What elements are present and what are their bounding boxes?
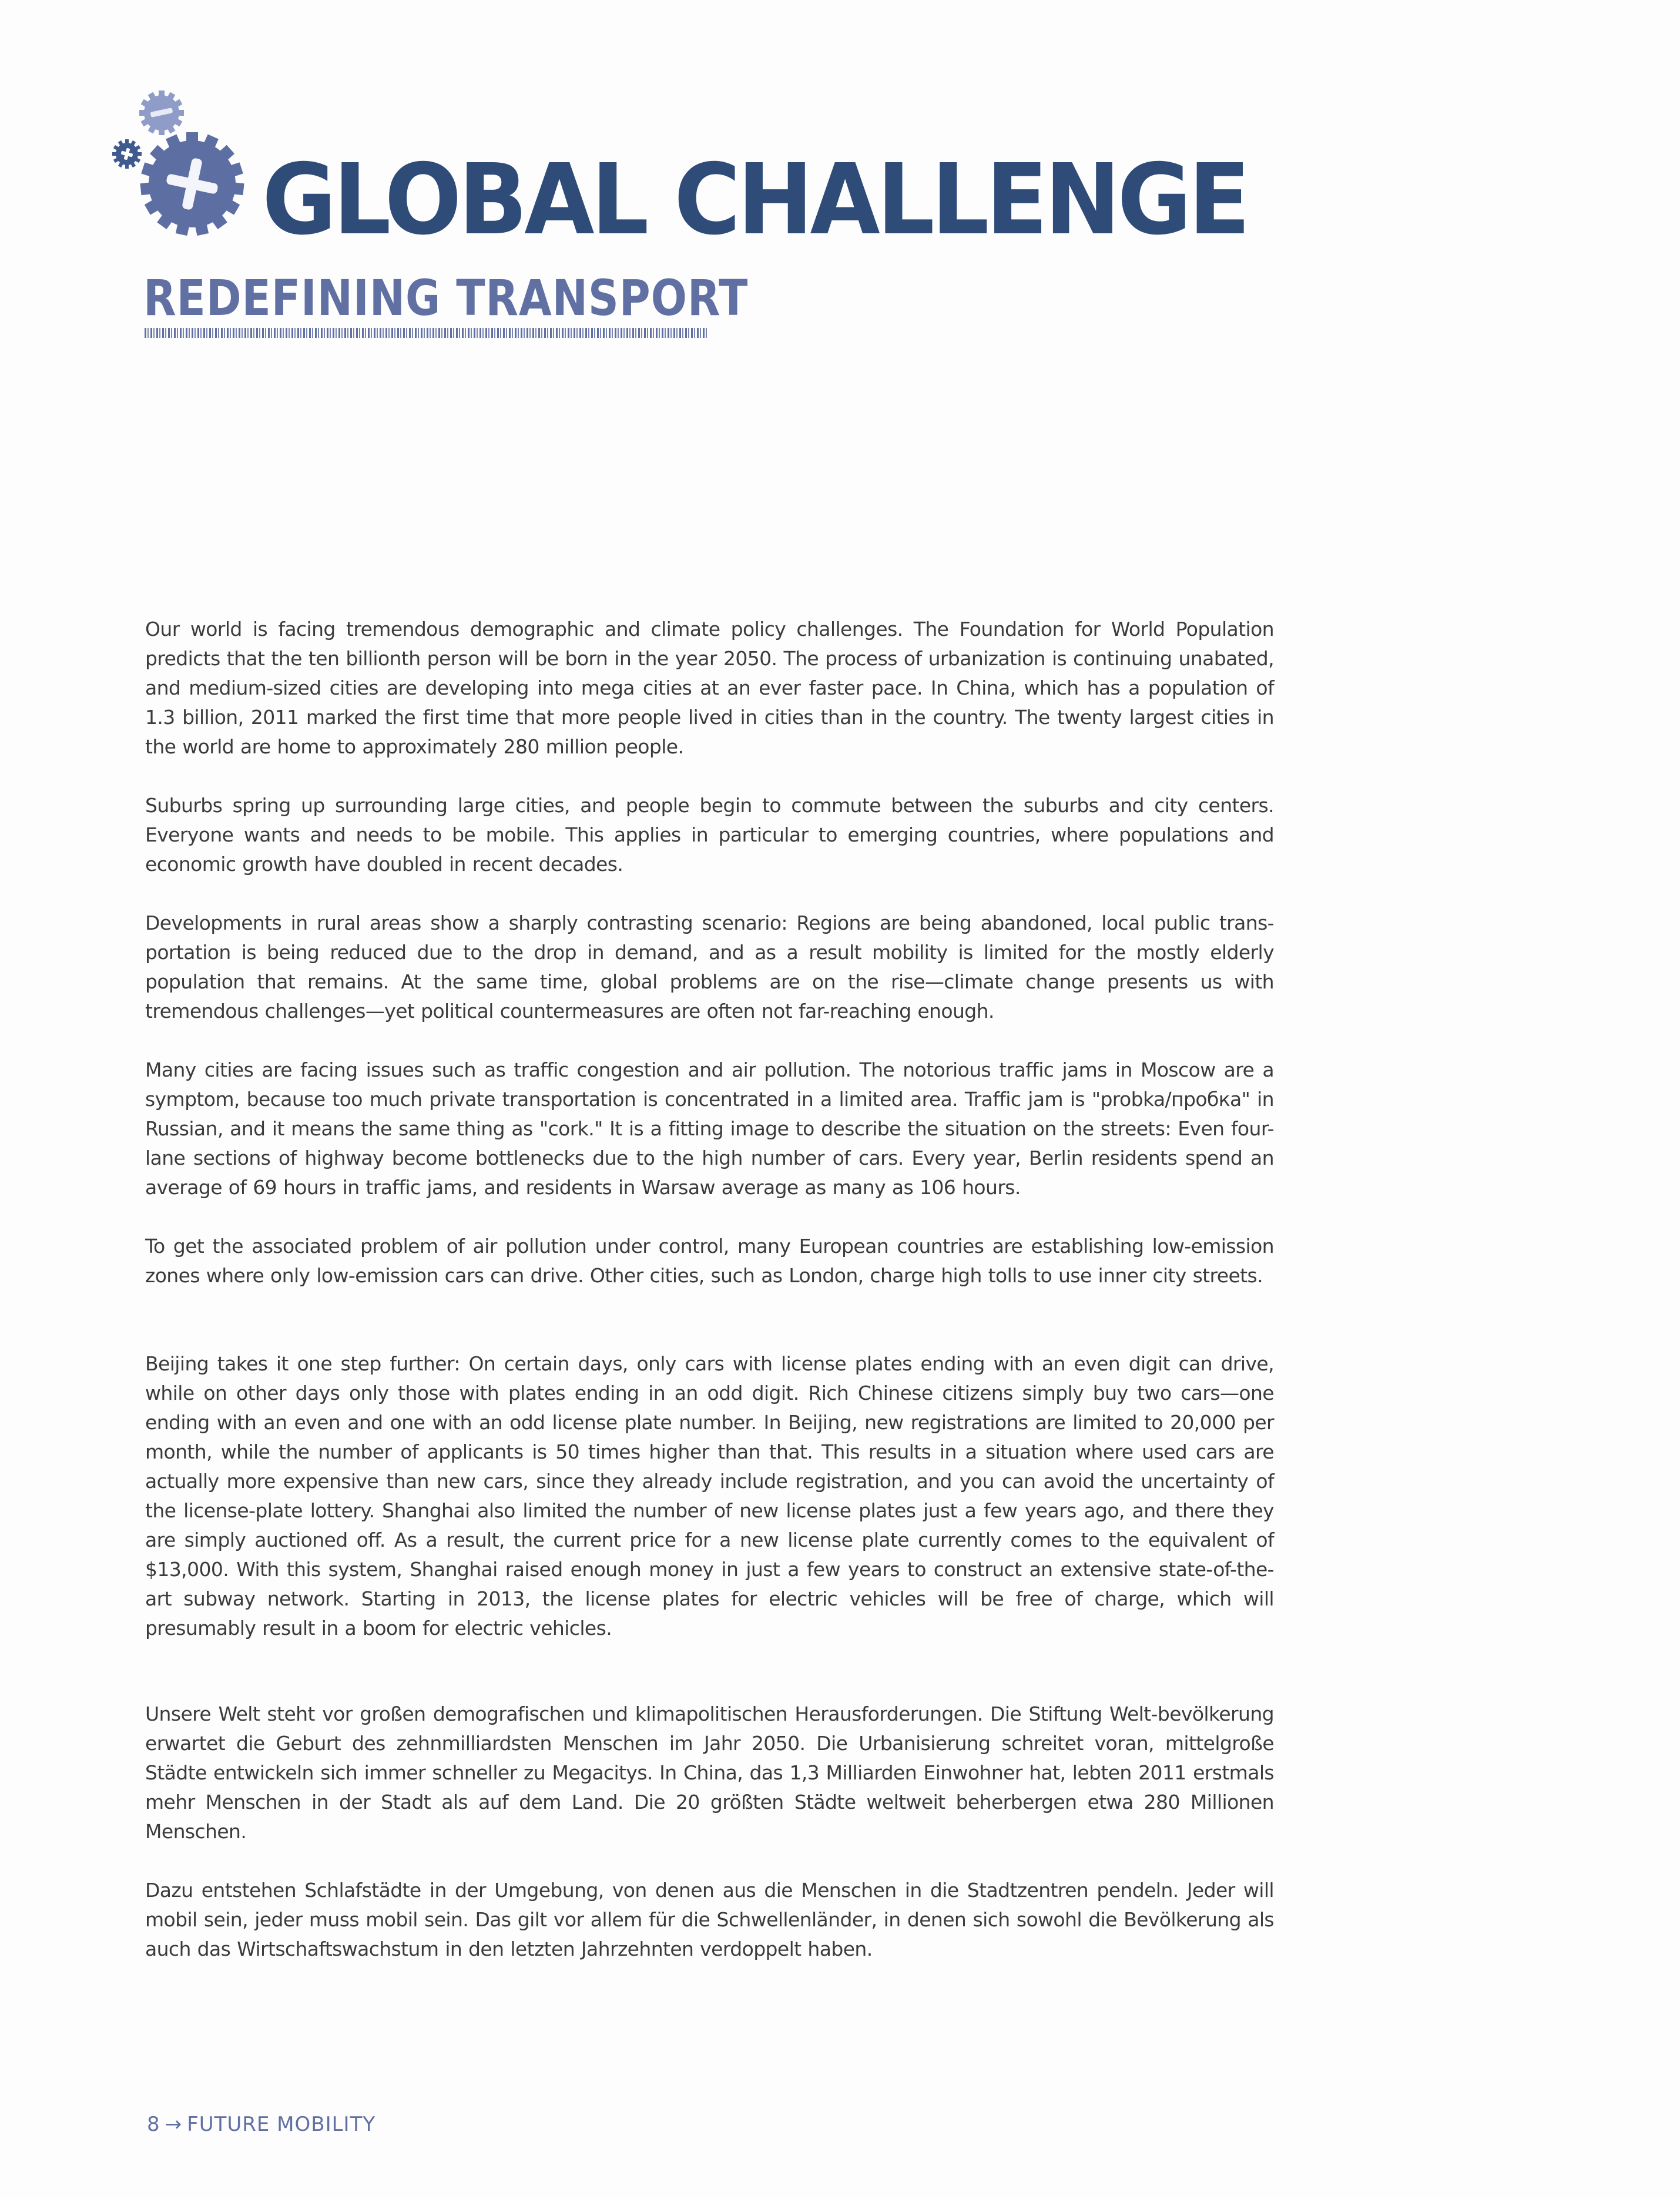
paragraph: Suburbs spring up surrounding large cities, and people begin to commute between the suburbs and city centers. Everyone wants and needs to be mobile. This applies in particular to emerging countries, where populations and economic growth have doubled in recent decades. [145,794,1274,876]
paragraph: Beijing takes it one step further: On certain days, only cars with license plates ending with an even digit can drive, while on other days only those with plates ending in an odd digit. Rich Chinese citizens simply buy two cars—one ending with an even and one with an odd license plate number. In Beijing, new registrations are limited to 20,000 per month, while the number of applicants is 50 times higher than that. This results in a situation where used cars are actually more expensive than new cars, since they already include registration, and you can avoid the uncertainty of the license-plate lottery. Shanghai also limited the number of new license plates just a few years ago, and there they are simply auctioned off. As a result, the current price for a new license plate currently comes to the equivalent of $13,000. With this system, Shanghai raised enough money in just a few years to construct an extensive state-of-the-art subway network. Starting in 2013, the license plates for electric vehicles will be free of charge, which will presumably result in a boom for electric vehicles. [145,1352,1274,1640]
article-en-p4 [145,1055,1274,1202]
paragraph: Developments in rural areas show a sharply contrasting scenario: Regions are being abandoned, local public trans-portation is being reduced due to the drop in demand, and as a result mobility is limited for the mostly elderly population that remains. At the same time, global problems are on the rise—climate change presents us with tremendous challenges—yet political countermeasures are often not far-reaching enough. [145,911,1274,1023]
article-en-p5 [145,1232,1274,1290]
page-number: 8 [147,2113,160,2136]
minus-gear-icon [139,90,184,135]
paragraph: Dazu entstehen Schlafstädte in der Umgebung, von denen aus die Menschen in die Stadtzentren pendeln. Jeder will mobil sein, jeder muss mobil sein. Das gilt vor allem für die Schwellenländer, in denen sich sowohl die Bevölkerung als auch das Wirtschaftswachstum in den letzten Jahrzehnten verdoppelt haben. [145,1879,1274,1960]
publication-name: FUTURE MOBILITY [187,2113,376,2136]
paragraph: Unsere Welt steht vor großen demografischen und klimapolitischen Herausforderungen. Die Stiftung Welt-bevölkerung erwartet die Geburt des zehnmilliardsten Menschen im Jahr 2050. Die Urbanisierung schreitet voran, mittelgroße Städte entwickeln sich immer schneller zu Megacitys. In China, das 1,3 Milliarden Einwohner hat, lebten 2011 erstmals mehr Menschen in der Stadt als auf dem Land. Die 20 größten Städte weltweit beherbergen etwa 280 Millionen Menschen. [145,1702,1274,1843]
page-title: GLOBAL CHALLENGE [262,143,1248,257]
article-de-p1 [145,1699,1274,1846]
page-footer [147,2111,375,2137]
paragraph: Our world is facing tremendous demographic and climate policy challenges. The Foundation for World Population predicts that the ten billionth person will be born in the year 2050. The process of urbanization is continuing unabated, and medium-sized cities are developing into mega cities at an ever faster pace. In China, which has a population of 1.3 billion, 2011 marked the first time that more people lived in cities than in the country. The twenty largest cities in the world are home to approximately 280 million people. [145,618,1274,758]
paragraph: To get the associated problem of air pollution under control, many European countries are establishing low-emission zones where only low-emission cars can drive. Other cities, such as London, charge high tolls to use inner city streets. [145,1235,1274,1287]
article-en-p6 [145,1349,1274,1643]
tiny-plus-gear-icon [112,139,142,169]
decorative-barcode-rule [145,328,709,338]
article-en-p3 [145,909,1274,1026]
large-plus-gear-icon [140,132,244,236]
gears-plus-minus-icon [106,82,259,247]
page-subtitle: REDEFINING TRANSPORT [143,269,749,327]
paragraph: Many cities are facing issues such as traffic congestion and air pollution. The notorious traffic jams in Moscow are a symptom, because too much private transportation is concentrated in a limited area. Traffic jam is "probka/пробка" in Russian, and it means the same thing as "cork." It is a fitting image to describe the situation on the streets: Even four-lane sections of highway become bottlenecks due to the high number of cars. Every year, Berlin residents spend an average of 69 hours in traffic jams, and residents in Warsaw average as many as 106 hours. [145,1058,1274,1199]
article-en-p2 [145,791,1274,879]
article-en-p1 [145,615,1274,762]
article-de-p2 [145,1876,1274,1964]
arrow-right-icon: → [165,2113,183,2136]
